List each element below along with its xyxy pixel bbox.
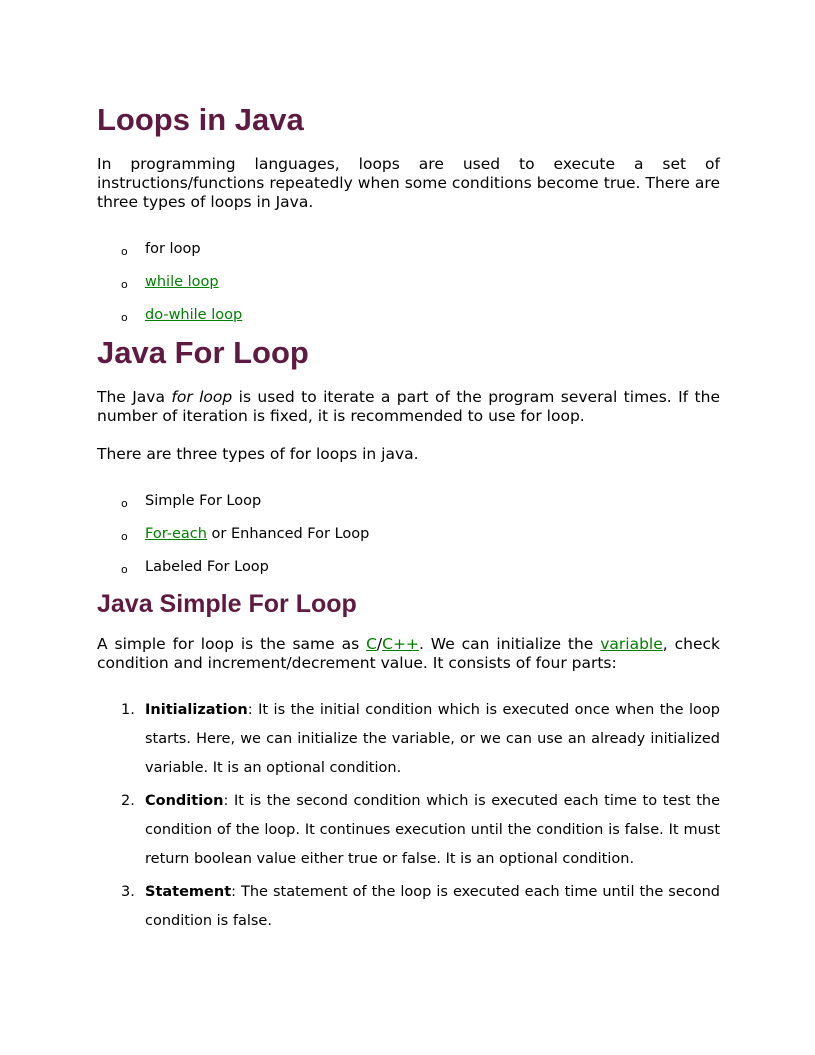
simple-for-text-end: , check condition and increment/decrement value. It consists of four parts: <box>97 635 720 672</box>
bullet-marker: o <box>121 563 128 576</box>
for-loop-types-list <box>97 492 720 591</box>
simple-for-text-mid: . We can initialize the <box>418 635 601 653</box>
for-loop-types-paragraph: There are three types of for loops in java. <box>97 445 419 463</box>
variable-link[interactable]: variable <box>600 635 663 653</box>
loop-types-list <box>97 240 720 339</box>
part-description: : It is the second condition which is executed each time to test the condition of the loop. It continues execution until the condition is false. It must return boolean value either true or false. It is an optional condition. <box>145 793 720 867</box>
list-item <box>97 306 720 339</box>
bullet-marker: o <box>121 278 128 291</box>
for-loop-parts-list <box>97 696 720 936</box>
c-link[interactable]: C <box>366 635 377 653</box>
list-item <box>97 696 720 783</box>
list-item <box>97 878 720 936</box>
bullet-marker: o <box>121 245 128 258</box>
list-item <box>97 787 720 874</box>
slash-text: / <box>376 635 383 653</box>
list-item <box>97 558 720 591</box>
bullet-marker: o <box>121 530 128 543</box>
simple-for-loop-paragraph <box>97 635 720 673</box>
simple-for-text-start: A simple for loop is the same as <box>97 635 367 653</box>
for-loop-italic: for loop <box>171 388 233 406</box>
part-term: Condition <box>145 793 224 809</box>
part-description: : It is the initial condition which is executed once when the loop starts. Here, we can initialize the variable, or we can use an already initialized variable. It is an optional condition. <box>145 702 720 776</box>
part-description: : The statement of the loop is executed each time until the second condition is false. <box>145 884 720 929</box>
heading-java-simple-for-loop: Java Simple For Loop <box>97 590 357 618</box>
cpp-link[interactable]: C++ <box>382 635 419 653</box>
part-term: Statement <box>145 884 232 900</box>
list-number: 1. <box>121 702 135 718</box>
list-number: 3. <box>121 884 135 900</box>
list-item-label: or Enhanced For Loop <box>206 526 370 542</box>
bullet-marker: o <box>121 497 128 510</box>
heading-java-for-loop: Java For Loop <box>97 335 309 370</box>
list-number: 2. <box>121 793 135 809</box>
for-loop-text-end: is used to iterate a part of the program several times. If the number of iteration is fixed, it is recommended to use for loop. <box>97 388 720 425</box>
intro-paragraph: In programming languages, loops are used to execute a set of instructions/functions repeatedly when some conditions become true. There are three types of loops in Java. <box>97 155 720 211</box>
while-loop-link[interactable]: while loop <box>145 274 219 290</box>
for-each-link[interactable]: For-each <box>145 526 207 542</box>
list-item-label: for loop <box>145 241 201 257</box>
list-item-label: Labeled For Loop <box>145 559 269 575</box>
list-item <box>97 525 720 558</box>
list-item <box>97 492 720 525</box>
bullet-marker: o <box>121 311 128 324</box>
for-loop-text-start: The Java <box>97 388 172 406</box>
for-loop-paragraph <box>97 388 720 426</box>
list-item <box>97 240 720 273</box>
list-item <box>97 273 720 306</box>
do-while-loop-link[interactable]: do-while loop <box>145 307 243 323</box>
heading-loops-in-java: Loops in Java <box>97 102 304 137</box>
part-term: Initialization <box>145 702 248 718</box>
document-page <box>97 96 720 936</box>
list-item-label: Simple For Loop <box>145 493 262 509</box>
